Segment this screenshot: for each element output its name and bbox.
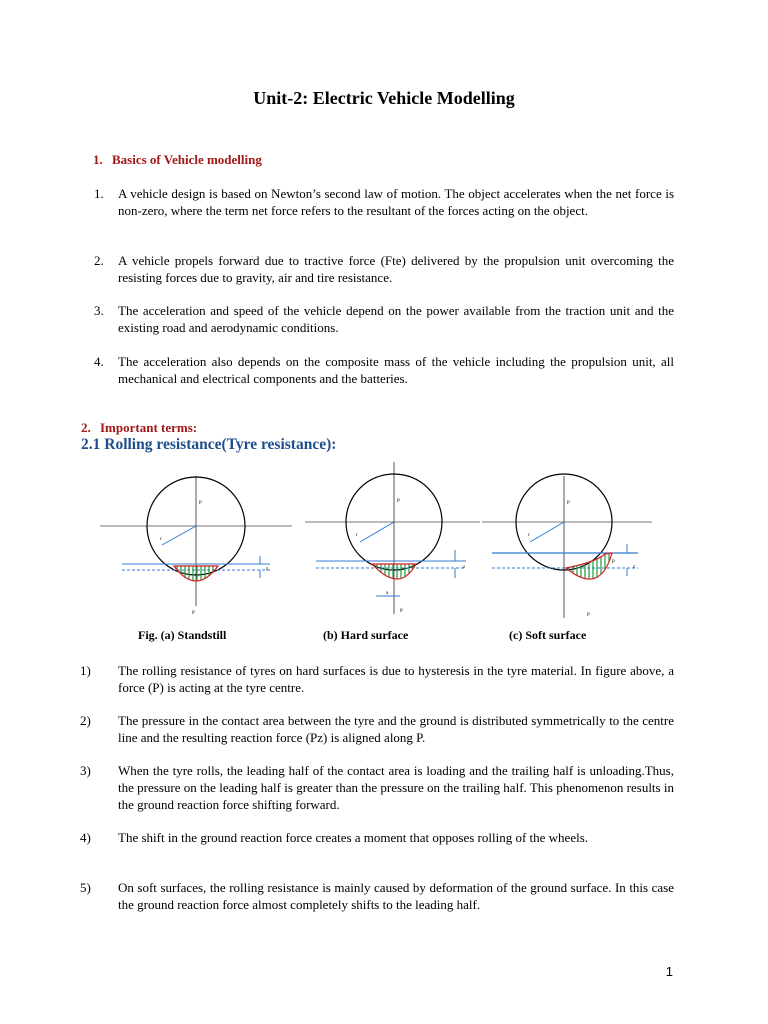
section2-number: 2. (81, 420, 91, 435)
diagram-standstill (100, 476, 292, 616)
label-z: z (463, 565, 466, 570)
diagram-soft-surface (482, 474, 652, 618)
label-pz: P (400, 609, 403, 614)
list-item: 4. The acceleration also depends on the composite mass of the vehicle including the propulsion unit, all mechanical and electrical components and the batteries. (94, 354, 674, 386)
list-item: 3) When the tyre rolls, the leading half of the contact area is loading and the trailing half is unloading.Thus, the pressure on the leading half is greater than the pressure on the trailing half. This phenomenon results in the ground reaction force shifting forward. (80, 763, 674, 812)
section2-heading (81, 420, 197, 436)
label-r: r (160, 537, 162, 542)
section1-title: Basics of Vehicle modelling (112, 152, 262, 167)
list-item: 5) On soft surfaces, the rolling resistance is mainly caused by deformation of the ground surface. In this case the ground reaction force almost completely shifts to the leading half. (80, 880, 674, 912)
label-a: a (386, 591, 389, 596)
list-item: 3. The acceleration and speed of the vehicle depend on the power available from the traction unit and the existing road and aerodynamic conditions. (94, 303, 674, 335)
list-item: 2) The pressure in the contact area between the tyre and the ground is distributed symmetrically to the centre line and the resulting reaction force (Pz) is aligned along P. (80, 713, 674, 745)
diagram-hard-surface (305, 462, 480, 614)
label-pz: P (587, 613, 590, 618)
label-pz: P (192, 611, 195, 616)
label-z: z (633, 565, 636, 570)
figure-caption-c: (c) Soft surface (509, 628, 587, 642)
label-r: r (356, 533, 358, 538)
label-p: P (567, 501, 570, 506)
label-z: z (266, 567, 269, 572)
label-r: r (528, 533, 530, 538)
figure-caption-a: Fig. (a) Standstill (138, 628, 227, 642)
list-item: 4) The shift in the ground reaction force creates a moment that opposes rolling of the wheels. (80, 830, 589, 845)
label-p: P (397, 499, 400, 504)
figure-caption-b: (b) Hard surface (323, 628, 409, 642)
subsection-heading: 2.1 Rolling resistance(Tyre resistance): (81, 436, 337, 453)
list-item: 2. A vehicle propels forward due to tractive force (Fte) delivered by the propulsion unit overcoming the resisting forces due to gravity, air and tire resistance. (94, 253, 674, 285)
section1-heading (93, 152, 262, 168)
page-number: 1 (665, 964, 673, 979)
list-item: 1. A vehicle design is based on Newton’s second law of motion. The object accelerates when the net force is non-zero, where the term net force refers to the resultant of the forces acting on the object. (94, 186, 674, 218)
list-item: 1) The rolling resistance of tyres on hard surfaces is due to hysteresis in the tyre material. In figure above, a force (P) is acting at the tyre centre. (80, 663, 674, 695)
tyre-diagram-figure (100, 456, 660, 626)
label-p: P (199, 501, 202, 506)
section1-number: 1. (93, 152, 103, 167)
section2-title: Important terms: (100, 420, 198, 435)
page-title: Unit-2: Electric Vehicle Modelling (253, 88, 515, 108)
label-pz-shifted: P (612, 560, 615, 565)
